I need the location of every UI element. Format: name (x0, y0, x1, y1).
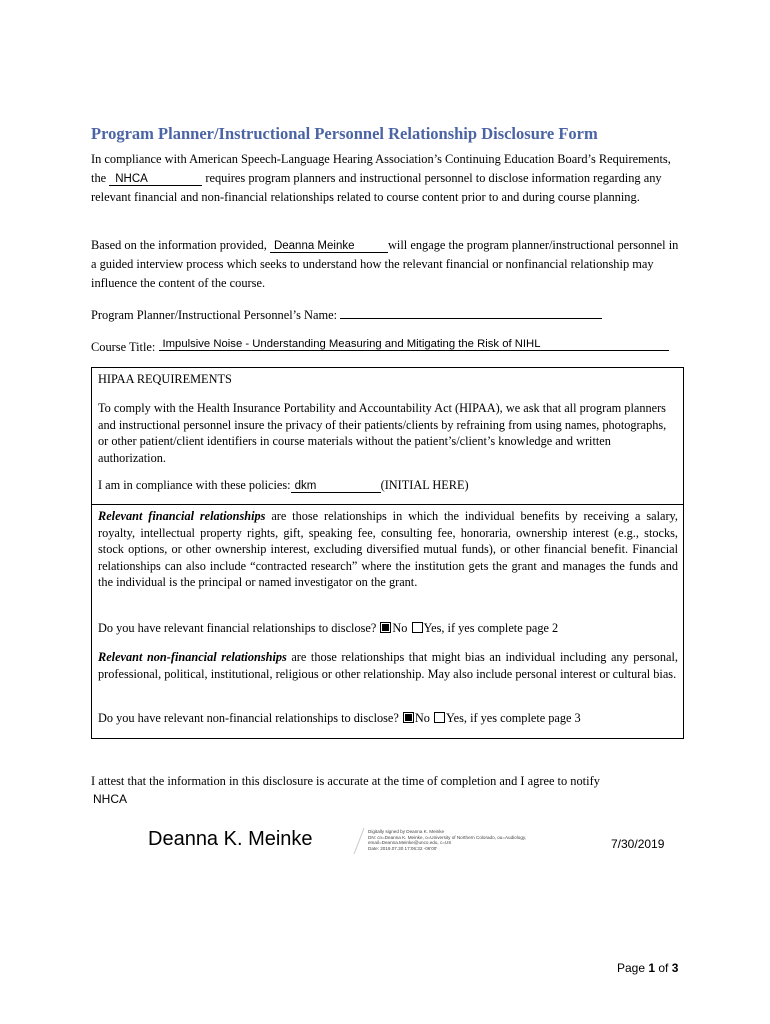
financial-yes-checkbox[interactable] (412, 622, 423, 633)
hipaa-compliance-row: I am in compliance with these policies: dkm (INITIAL HERE) (98, 478, 469, 492)
section-divider (92, 504, 683, 505)
attestation-organization[interactable]: NHCA (93, 792, 128, 806)
personnel-name-field[interactable] (340, 306, 602, 319)
requirements-box (91, 367, 684, 739)
form-title: Program Planner/Instructional Personnel Relationship Disclosure Form (91, 124, 598, 143)
hipaa-heading: HIPAA REQUIREMENTS (98, 372, 232, 386)
nonfinancial-no-checkbox[interactable] (403, 712, 414, 723)
intro-paragraph: In compliance with American Speech-Language Hearing Association’s Continuing Education Board’s Requirements, the NHCA requires program planners and instructional personnel to disclose information regarding any relevant financial and non-financial relationships related to course content prior to and during course planning. (91, 152, 671, 204)
interviewer-name-field[interactable]: Deanna Meinke (270, 240, 388, 253)
signature-date[interactable]: 7/30/2019 (611, 837, 665, 851)
initials-field[interactable]: dkm (291, 480, 381, 493)
hipaa-body: To comply with the Health Insurance Portability and Accountability Act (HIPAA), we ask that all program planners and instructional personnel insure the privacy of their patients/clients by refraining from using names, photographs, or other patient/client identifiers in course materials without the patient’s/client’s knowledge and written authorization. (98, 401, 667, 465)
interview-paragraph: Based on the information provided, Deanna Meinke will engage the program planner/instructional personnel in a guided interview process which seeks to understand how the relevant financial or nonfinancial relationship may influence the content of the course. (91, 238, 679, 290)
nonfinancial-yes-checkbox[interactable] (434, 712, 445, 723)
financial-definition: Relevant financial relationships are those relationships in which the individual benefits by receiving a salary, royalty, intellectual property rights, gift, speaking fee, consulting fee, honoraria, ownership interest (e.g., stocks, stock options, or other ownership interest, excluding diversified mutual funds), or other financial benefit. Financial relationships can also include “contracted research” where the institution gets the grant and manages the funds and the individual is the principal or named investigator on the grant. (98, 509, 678, 590)
organization-field[interactable]: NHCA (109, 173, 202, 186)
attestation-text: I attest that the information in this disclosure is accurate at the time of completion and I agree to notify (91, 774, 600, 788)
signature-name[interactable]: Deanna K. Meinke (148, 828, 313, 850)
personnel-name-row: Program Planner/Instructional Personnel’s Name: (91, 306, 681, 325)
signature-mark-icon (352, 826, 366, 856)
nonfinancial-question-row: Do you have relevant non-financial relationships to disclose? No Yes, if yes complete page 3 (98, 711, 581, 725)
financial-question-row: Do you have relevant financial relationships to disclose? No Yes, if yes complete page 2 (98, 621, 559, 635)
digital-signature-details: Digitally signed by Deanna K. Meinke DN: cn=Deanna K. Meinke, o=University of Northern Colorado, ou=Audiology, email=Deanna.Meinke@unco.edu, c=US Date: 2019.07.30 17:06:32 -06'00' (368, 829, 527, 851)
nonfinancial-definition: Relevant non-financial relationships are those relationships that might bias an individual including any personal, professional, political, institutional, religious or other relationship. May also include personal interest or cultural bias. (98, 650, 678, 681)
page-number: Page 1 of 3 (617, 961, 679, 975)
course-title-row: Course Title: Impulsive Noise - Understanding Measuring and Mitigating the Risk of NIHL (91, 338, 681, 357)
course-title-field[interactable]: Impulsive Noise - Understanding Measuring and Mitigating the Risk of NIHL (159, 338, 669, 351)
financial-no-checkbox[interactable] (380, 622, 391, 633)
